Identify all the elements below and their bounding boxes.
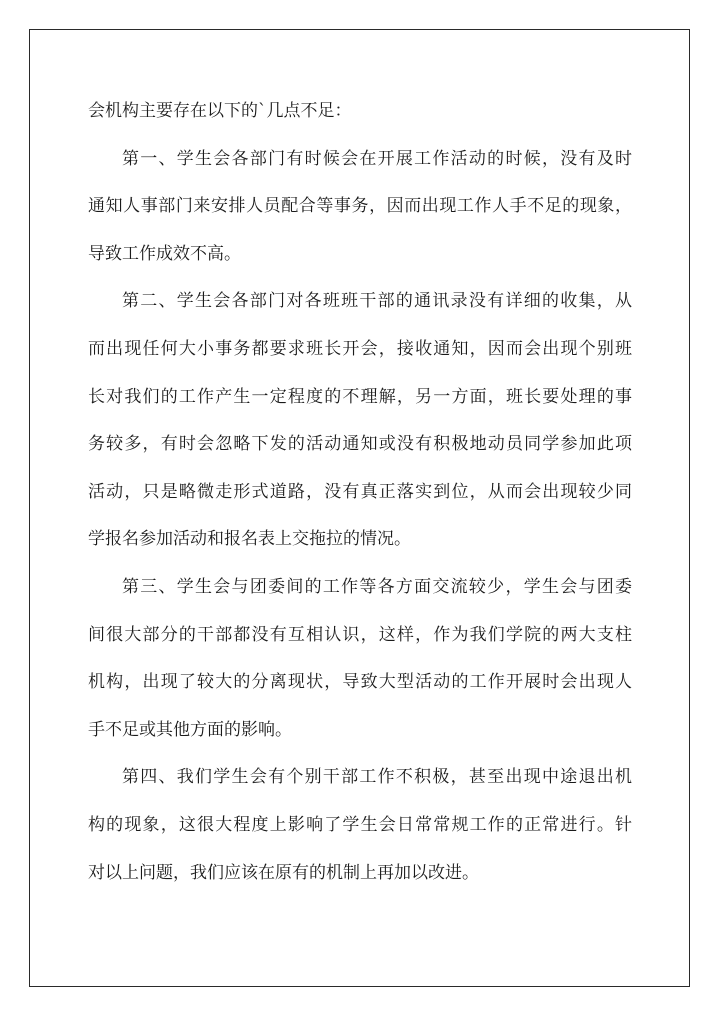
paragraph-2-line: 而出现任何大小事务都要求班长开会，接收通知，因而会出现个别班 <box>88 338 632 359</box>
paragraph-2-line: 活动，只是略微走形式道路，没有真正落实到位，从而会出现较少同 <box>88 481 632 502</box>
paragraph-3-line: 间很大部分的干部都没有互相认识，这样，作为我们学院的两大支柱 <box>88 624 632 645</box>
paragraph-1-line: 导致工作成效不高。 <box>88 243 241 264</box>
paragraph-1-line: 通知人事部门来安排人员配合等事务，因而出现工作人手不足的现象， <box>88 196 632 217</box>
paragraph-1-line: 第一、学生会各部门有时候会在开展工作活动的时候，没有及时 <box>122 148 632 169</box>
paragraph-2-line: 学报名参加活动和报名表上交拖拉的情况。 <box>88 529 411 550</box>
text-line: 会机构主要存在以下的`几点不足： <box>88 101 352 121</box>
paragraph-3-line: 机构，出现了较大的分离现状，导致大型活动的工作开展时会出现人 <box>88 672 632 693</box>
paragraph-4-line: 构的现象，这很大程度上影响了学生会日常常规工作的正常进行。针 <box>88 814 632 835</box>
paragraph-3-line: 第三、学生会与团委间的工作等各方面交流较少，学生会与团委 <box>122 576 632 597</box>
paragraph-2-line: 长对我们的工作产生一定程度的不理解，另一方面，班长要处理的事 <box>88 386 632 407</box>
paragraph-4-line: 对以上问题，我们应该在原有的机制上再加以改进。 <box>88 862 479 883</box>
document-body <box>88 88 632 897</box>
paragraph-4-line: 第四、我们学生会有个别干部工作不积极，甚至出现中途退出机 <box>122 767 632 788</box>
paragraph-2-line: 务较多，有时会忽略下发的活动通知或没有积极地动员同学参加此项 <box>88 434 632 455</box>
paragraph-3-line: 手不足或其他方面的影响。 <box>88 719 292 740</box>
paragraph-2-line: 第二、学生会各部门对各班班干部的通讯录没有详细的收集，从 <box>122 291 632 312</box>
